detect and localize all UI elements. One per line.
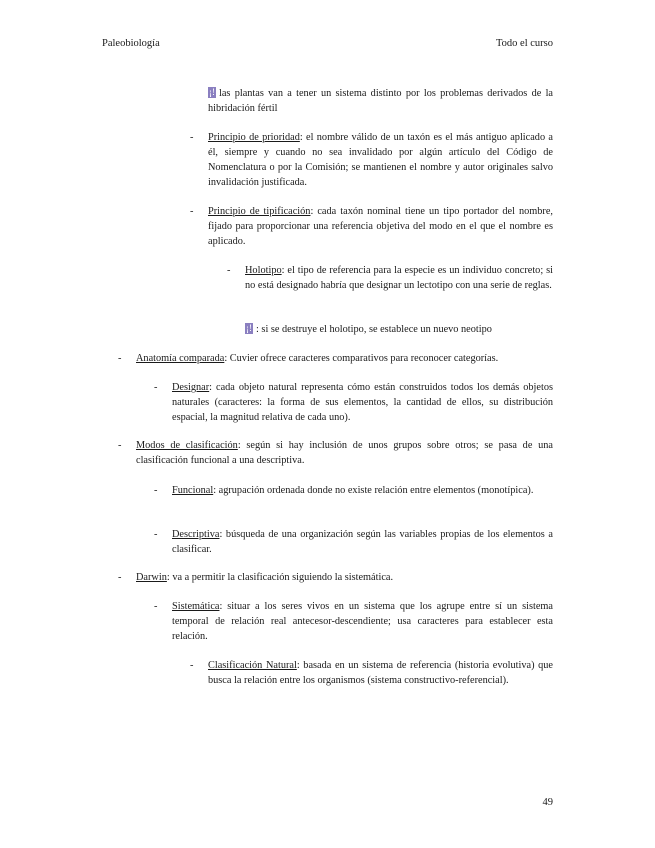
bullet-dash: - [154, 485, 158, 496]
page-number: 49 [542, 797, 553, 808]
list-item-designar [172, 380, 553, 425]
def-funcional: : agrupación ordenada donde no existe relación entre elementos (monotípica). [213, 485, 534, 496]
note-marker-icon: ¡! [246, 323, 252, 333]
list-item-holotipo [245, 263, 553, 293]
running-header-right: Todo el curso [495, 38, 553, 49]
note-neotipo-text: : si se destruye el holotipo, se establece un nuevo neotipo [256, 324, 492, 335]
def-tipificacion: : cada taxón nominal tiene un tipo portador del nombre, fijado para proporcionar una referencia objetiva del modo en el que el nombre es aplicado. [208, 206, 553, 247]
term-prioridad: Principio de prioridad [208, 132, 300, 143]
list-item-funcional [172, 483, 553, 498]
list-item-clasificacion-natural [208, 658, 553, 688]
def-modos: : según si hay inclusión de unos grupos sobre otros; se pasa de una clasificación funcional a una descriptiva. [136, 440, 553, 466]
def-darwin: : va a permitir la clasificación siguiendo la sistemática. [166, 572, 394, 583]
list-item-sistematica [172, 599, 553, 644]
list-item-darwin [136, 570, 553, 585]
list-item-modos [136, 438, 553, 468]
running-header-left: Paleobiología [102, 38, 160, 49]
def-anatomia: : Cuvier ofrece caracteres comparativos para reconocer categorías. [224, 353, 499, 364]
term-clasificacion-natural: Clasificación Natural [208, 660, 297, 671]
term-holotipo: Holotipo [245, 265, 282, 276]
term-designar: Designar [172, 382, 210, 393]
term-funcional: Funcional [172, 485, 214, 496]
bullet-dash: - [154, 382, 158, 393]
term-anatomia: Anatomía comparada [136, 353, 225, 364]
bullet-dash: - [118, 353, 122, 364]
bullet-dash: - [118, 572, 122, 583]
list-item-anatomia [136, 351, 553, 366]
note-plants-text: las plantas van a tener un sistema distinto por los problemas derivados de la hibridación fértil [208, 88, 553, 114]
def-prioridad: : el nombre válido de un taxón es el más antiguo aplicado a él, siempre y cuando no sea invalidado por algún artículo del Código de Nomenclatura o por la Comisión; se mantienen el nombre y autor originales salvo invalidación justificada. [208, 132, 553, 188]
term-tipificacion: Principio de tipificación [208, 206, 311, 217]
list-item-prioridad [208, 130, 553, 190]
bullet-dash: - [190, 660, 194, 671]
list-item-descriptiva [172, 527, 553, 557]
term-sistematica: Sistemática [172, 601, 220, 612]
note-neotipo [245, 322, 553, 337]
note-plants [208, 86, 553, 116]
note-marker-icon: ¡! [209, 87, 215, 97]
bullet-dash: - [227, 265, 231, 276]
def-holotipo: : el tipo de referencia para la especie es un individuo concreto; si no está designado habría que designar un lectotipo con una serie de reglas. [245, 265, 553, 291]
bullet-dash: - [154, 529, 158, 540]
def-descriptiva: : búsqueda de una organización según las variables propias de los elementos a clasificar. [172, 529, 553, 555]
term-descriptiva: Descriptiva [172, 529, 220, 540]
term-darwin: Darwin [136, 572, 167, 583]
bullet-dash: - [190, 206, 194, 217]
bullet-dash: - [190, 132, 194, 143]
def-sistematica: : situar a los seres vivos en un sistema que los agrupe entre sí un sistema temporal de relación real antecesor-descendiente; usa caracteres para establecer esta relación. [172, 601, 553, 642]
def-designar: : cada objeto natural representa cómo están construidos todos los demás objetos naturales (caracteres: la forma de sus elementos, la cantidad de ellos, su distribución espacial, la magnitud relativa de cada uno). [172, 382, 553, 423]
def-clasificacion-natural: : basada en un sistema de referencia (historia evolutiva) que busca la relación entre los organismos (sistema constructivo-referencial). [208, 660, 553, 686]
bullet-dash: - [118, 440, 122, 451]
bullet-dash: - [154, 601, 158, 612]
list-item-tipificacion [208, 204, 553, 249]
term-modos: Modos de clasificación [136, 440, 238, 451]
